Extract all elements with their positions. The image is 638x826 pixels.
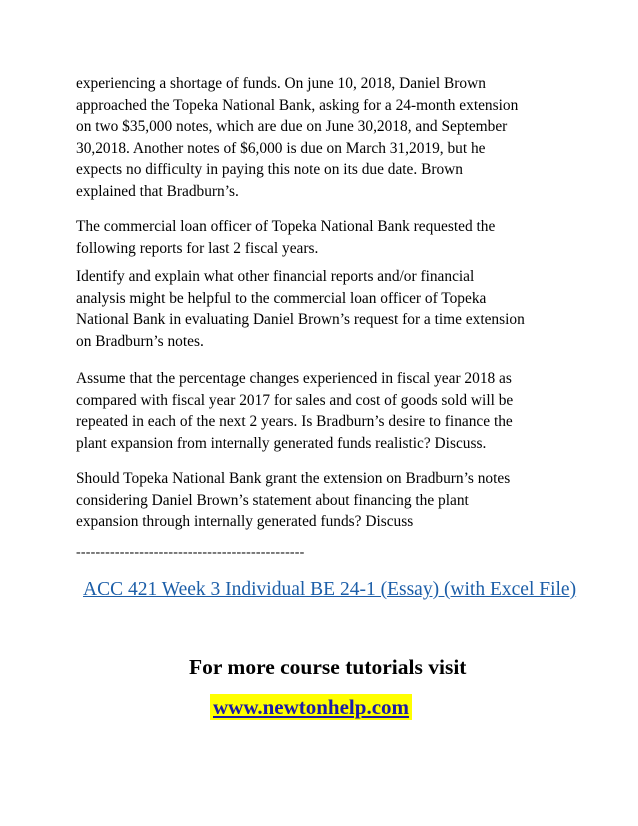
text-line: Assume that the percentage changes experienced in fiscal year 2018 as bbox=[76, 370, 512, 387]
dashed-divider: ----------------------------------------------- bbox=[76, 545, 305, 560]
course-title-link[interactable]: ACC 421 Week 3 Individual BE 24-1 (Essay) (with Excel File) bbox=[83, 579, 577, 600]
text-line: Should Topeka National Bank grant the extension on Bradburn’s notes bbox=[76, 470, 511, 487]
paragraph-requested-reports bbox=[76, 216, 576, 259]
paragraph-question-expansion bbox=[76, 368, 576, 454]
text-line: compared with fiscal year 2017 for sales and cost of goods sold will be bbox=[76, 391, 514, 409]
text-line: explained that Bradburn’s. bbox=[76, 182, 239, 200]
paragraph-question-reports bbox=[76, 266, 576, 352]
text-line: expansion through internally generated funds? Discuss bbox=[76, 513, 414, 530]
paragraph-question-extension bbox=[76, 468, 576, 533]
text-line: on Bradburn’s notes. bbox=[76, 332, 204, 350]
tutorials-heading: For more course tutorials visit bbox=[189, 655, 467, 679]
text-line: experiencing a shortage of funds. On june 10, 2018, Daniel Brown bbox=[76, 75, 486, 92]
text-line: following reports for last 2 fiscal years. bbox=[76, 239, 319, 257]
text-line: plant expansion from internally generated funds realistic? Discuss. bbox=[76, 434, 487, 452]
text-line: considering Daniel Brown’s statement about financing the plant bbox=[76, 491, 469, 509]
text-line: repeated in each of the next 2 years. Is Bradburn’s desire to finance the bbox=[76, 413, 513, 430]
text-line: expects no difficulty in paying this note on its due date. Brown bbox=[76, 161, 463, 178]
text-line: analysis might be helpful to the commercial loan officer of Topeka bbox=[76, 289, 487, 307]
text-line: National Bank in evaluating Daniel Brown’s request for a time extension bbox=[76, 311, 525, 328]
text-line: on two $35,000 notes, which are due on June 30,2018, and September bbox=[76, 118, 508, 135]
text-line: The commercial loan officer of Topeka National Bank requested the bbox=[76, 218, 496, 235]
text-line: 30,2018. Another notes of $6,000 is due on March 31,2019, but he bbox=[76, 139, 486, 157]
website-link[interactable]: www.newtonhelp.com bbox=[210, 694, 412, 720]
text-line: approached the Topeka National Bank, asking for a 24-month extension bbox=[76, 96, 519, 114]
paragraph-loan-request bbox=[76, 73, 576, 202]
text-line: Identify and explain what other financial reports and/or financial bbox=[76, 268, 475, 285]
